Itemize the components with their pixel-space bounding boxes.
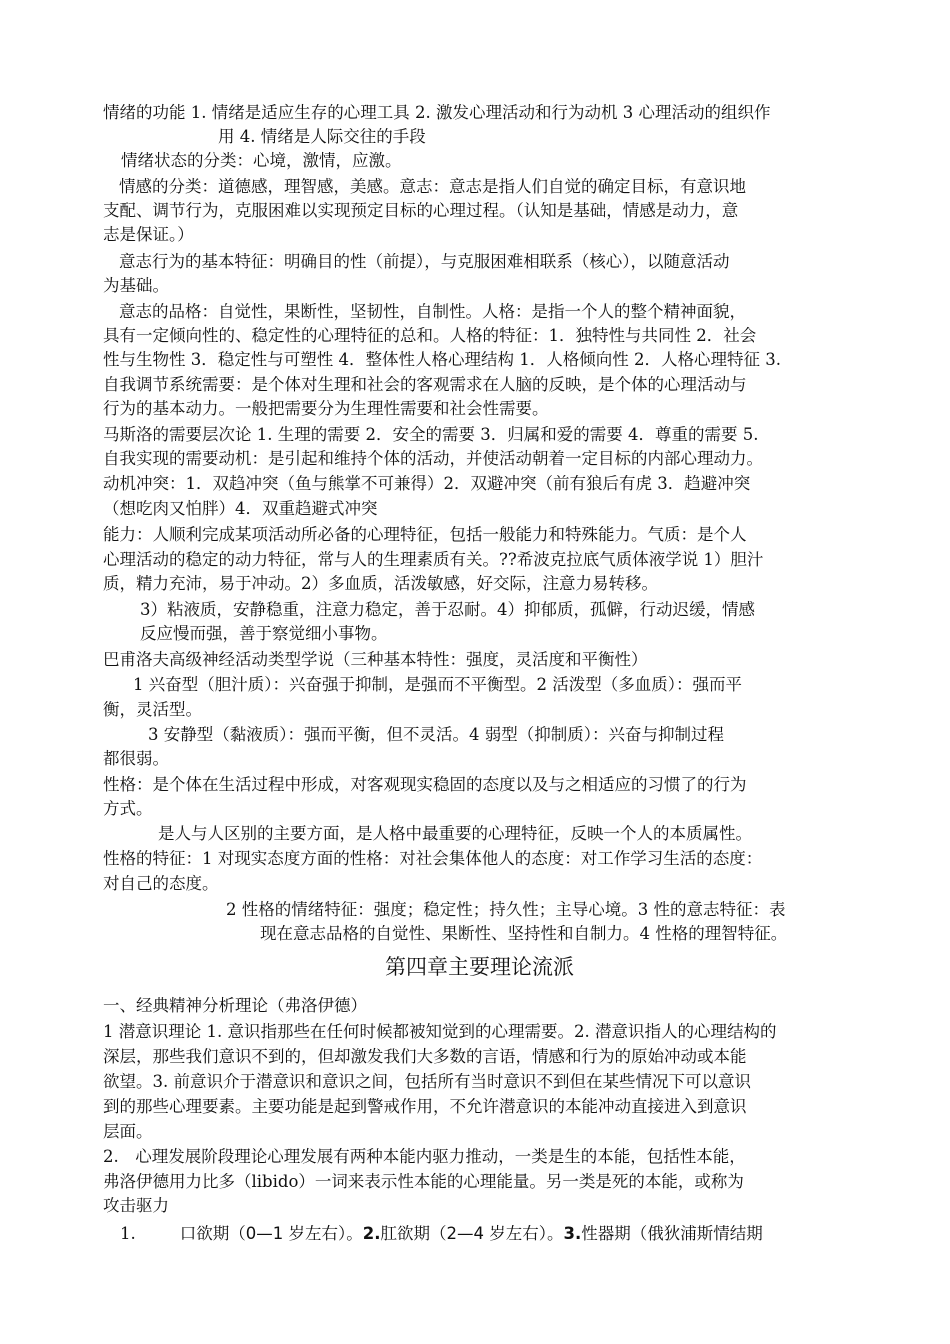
text-line: 深层，那些我们意识不到的，但却激发我们大多数的言语，情感和行为的原始冲动或本能 bbox=[103, 1047, 747, 1066]
text-line: 性格的特征：1 对现实态度方面的性格：对社会集体他人的态度：对工作学习生活的态度： bbox=[103, 849, 763, 868]
list-number: 3. bbox=[563, 1224, 582, 1243]
text-line: 性与生物性 3．稳定性与可塑性 4．整体性人格心理结构 1．人格倾向性 2．人格心理特征 3. bbox=[103, 350, 781, 369]
list-text: 肛欲期（2—4 岁左右）。 bbox=[380, 1224, 564, 1243]
text-line: 到的那些心理要素。主要功能是起到警戒作用，不允许潜意识的本能冲动直接进入到意识 bbox=[103, 1097, 747, 1116]
text-line: 情绪状态的分类：心境，激情，应激。 bbox=[121, 151, 402, 170]
text-line: 是人与人区别的主要方面，是人格中最重要的心理特征，反映一个人的本质属性。 bbox=[158, 824, 752, 843]
text-line: 动机冲突：1．双趋冲突（鱼与熊掌不可兼得）2．双避冲突（前有狼后有虎 3．趋避冲突 bbox=[103, 474, 751, 493]
text-line: 心理活动的稳定的动力特征，常与人的生理素质有关。??希波克拉底气质体液学说 1）胆汁 bbox=[103, 550, 764, 569]
text-line: 支配、调节行为，克服困难以实现预定目标的心理过程。（认知是基础，情感是动力，意 bbox=[103, 201, 739, 220]
text-line: 质，精力充沛，易于冲动。2）多血质，活泼敏感，好交际，注意力易转移。 bbox=[103, 574, 658, 593]
list-number: 2. bbox=[362, 1224, 381, 1243]
text-line: 情感的分类：道德感，理智感，美感。意志：意志是指人们自觉的确定目标，有意识地 bbox=[119, 177, 746, 196]
text-line: 志是保证。） bbox=[103, 225, 194, 244]
list-number: 1. bbox=[120, 1224, 136, 1243]
text-line: 1 兴奋型（胆汁质）：兴奋强于抑制，是强而不平衡型。2 活泼型（多血质）：强而平 bbox=[133, 675, 742, 694]
list-text: 口欲期（0—1 岁左右）。 bbox=[179, 1224, 363, 1243]
text-line: 自我调节系统需要：是个体对生理和社会的客观需求在人脑的反映，是个体的心理活动与 bbox=[103, 375, 747, 394]
text-line: 方式。 bbox=[103, 799, 153, 818]
text-line: 意志的品格：自觉性，果断性，坚韧性，自制性。人格：是指一个人的整个精神面貌， bbox=[119, 302, 746, 321]
text-line: 情绪的功能 1. 情绪是适应生存的心理工具 2. 激发心理活动和行为动机 3 心理活动的组织作 bbox=[103, 103, 771, 122]
text-line: 层面。 bbox=[103, 1122, 153, 1141]
text-line: 2. 心理发展阶段理论心理发展有两种本能内驱力推动，一类是生的本能，包括性本能， bbox=[103, 1147, 746, 1166]
text-line: 衡，灵活型。 bbox=[103, 700, 202, 719]
text-line: 弗洛伊德用力比多（libido）一词来表示性本能的心理能量。另一类是死的本能，或称为 bbox=[103, 1172, 744, 1191]
text-line: 性格：是个体在生活过程中形成，对客观现实稳固的态度以及与之相适应的习惯了的行为 bbox=[103, 775, 747, 794]
text-line: 都很弱。 bbox=[103, 749, 169, 768]
stage-list-line bbox=[120, 1222, 763, 1246]
text-line: 1 潜意识理论 1. 意识指那些在任何时候都被知觉到的心理需要。2. 潜意识指人的心理结构的 bbox=[103, 1022, 777, 1041]
text-line: 行为的基本动力。一般把需要分为生理性需要和社会性需要。 bbox=[103, 399, 549, 418]
text-line: 巴甫洛夫高级神经活动类型学说（三种基本特性：强度，灵活度和平衡性） bbox=[103, 650, 648, 669]
text-line: 反应慢而强，善于察觉细小事物。 bbox=[140, 624, 388, 643]
text-line: 一、经典精神分析理论（弗洛伊德） bbox=[103, 996, 367, 1015]
text-line: 意志行为的基本特征：明确目的性（前提），与克服困难相联系（核心），以随意活动 bbox=[119, 252, 730, 271]
text-line: 具有一定倾向性的、稳定性的心理特征的总和。人格的特征：1．独特性与共同性 2．社会 bbox=[103, 326, 757, 345]
text-line: 为基础。 bbox=[103, 276, 169, 295]
list-text: 性器期（俄狄浦斯情结期 bbox=[581, 1224, 763, 1243]
text-line: 欲望。3. 前意识介于潜意识和意识之间，包括所有当时意识不到但在某些情况下可以意识 bbox=[103, 1072, 751, 1091]
text-line: 现在意志品格的自觉性、果断性、坚持性和自制力。4 性格的理智特征。 bbox=[260, 924, 788, 943]
text-line: 能力：人顺利完成某项活动所必备的心理特征，包括一般能力和特殊能力。气质：是个人 bbox=[103, 525, 747, 544]
text-line: 2 性格的情绪特征：强度；稳定性；持久性；主导心境。3 性的意志特征：表 bbox=[226, 900, 786, 919]
text-line: 3 安静型（黏液质）：强而平衡，但不灵活。4 弱型（抑制质）：兴奋与抑制过程 bbox=[148, 725, 724, 744]
text-line: 马斯洛的需要层次论 1. 生理的需要 2．安全的需要 3．归属和爱的需要 4．尊重的需要 5. bbox=[103, 425, 759, 444]
text-line: 自我实现的需要动机：是引起和维持个体的活动，并使活动朝着一定目标的内部心理动力。 bbox=[103, 449, 763, 468]
text-line: 攻击驱力 bbox=[103, 1196, 169, 1215]
text-line: 3）粘液质，安静稳重，注意力稳定，善于忍耐。4）抑郁质，孤僻，行动迟缓，情感 bbox=[140, 600, 755, 619]
text-line: 对自己的态度。 bbox=[103, 874, 219, 893]
chapter-heading: 第四章主要理论流派 bbox=[385, 955, 574, 979]
text-line: （想吃肉又怕胖）4．双重趋避式冲突 bbox=[103, 499, 378, 518]
text-line: 用 4. 情绪是人际交往的手段 bbox=[218, 127, 426, 146]
